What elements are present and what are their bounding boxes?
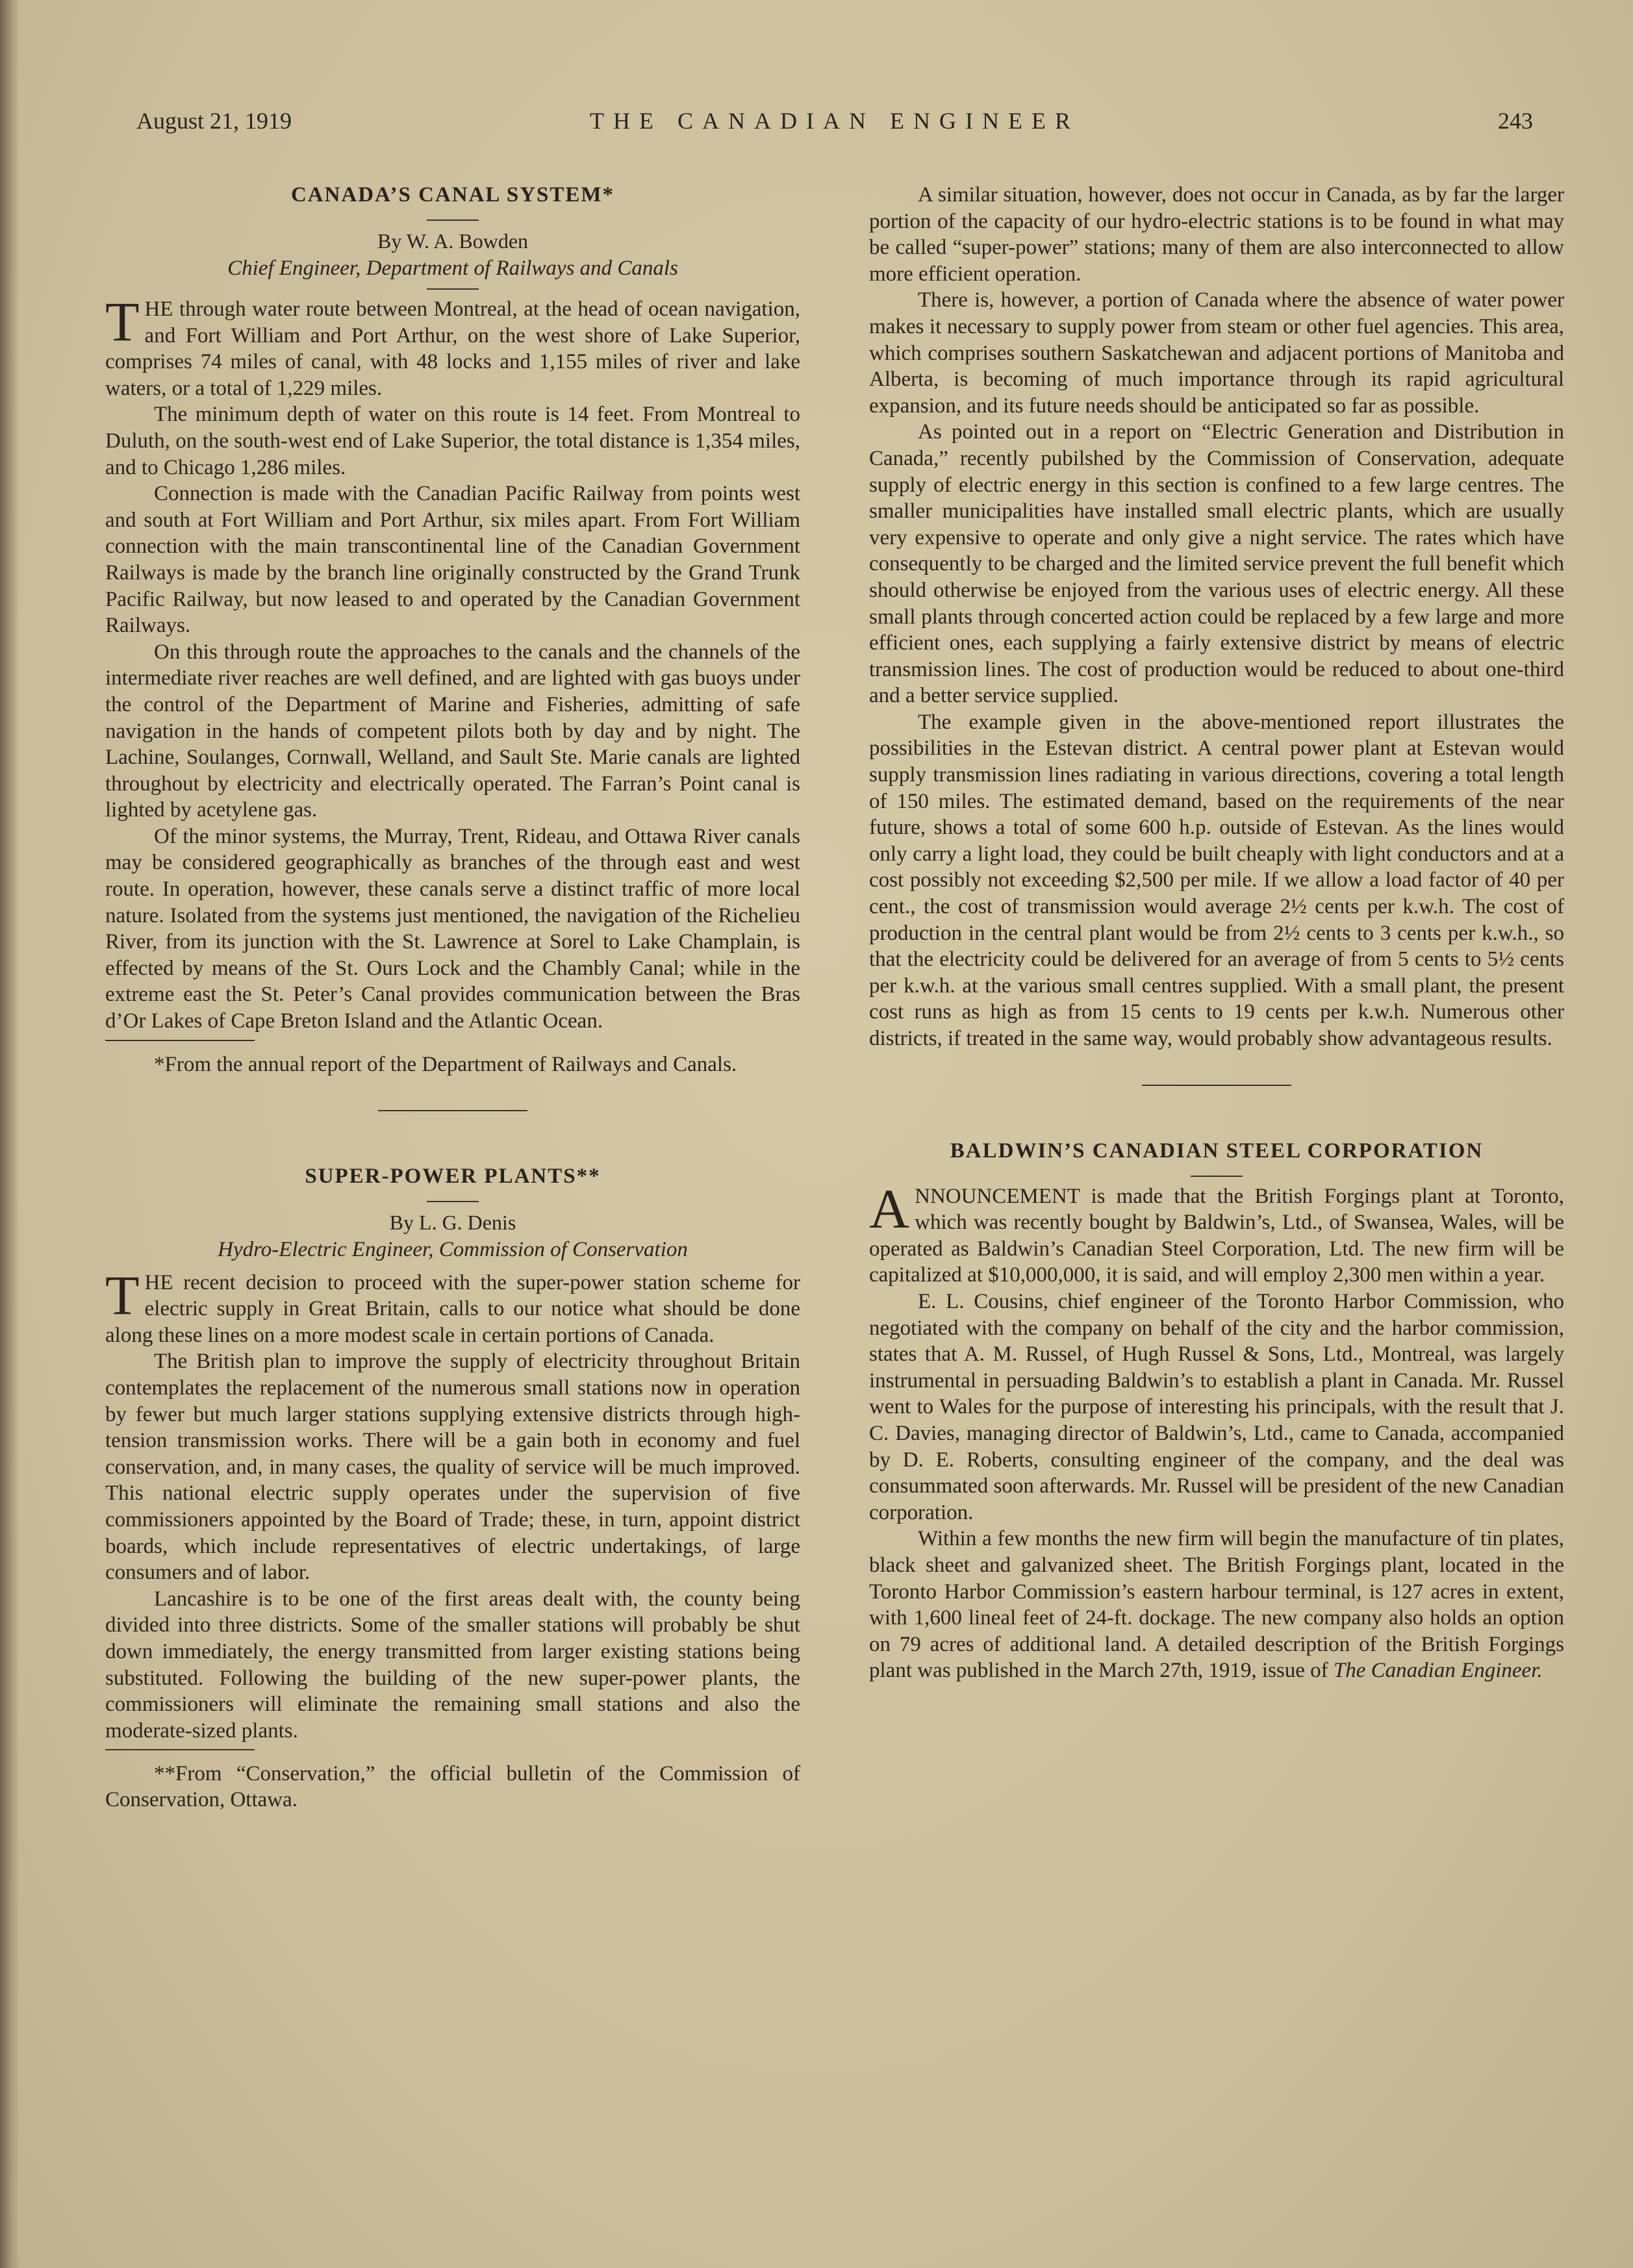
right-column [869,182,1564,1684]
paragraph: The example given in the above-mentioned report illustrates the possibilities in the Estevan district. A central power plant at Estevan would supply transmission lines radiating in various directions, covering a total length of 150 miles. The estimated demand, based on the requirements of the near future, shows a total of some 600 h.p. outside of Estevan. As the lines would only carry a light load, they could be built cheaply with light conductors and at a cost possibly not exceeding $2,500 per mile. If we allow a load factor of 40 per cent., the cost of transmission would average 2½ cents per k.w.h. The cost of production in the central plant would be from 2½ cents to 3 cents per k.w.h., so that the electricity could be delivered for an average of from 5 cents to 5½ cents per k.w.h. at the various small centres supplied. With a small plant, the present cost runs as high as from 15 cents to 19 cents per k.w.h. Numerous other districts, if treated in the same way, would probably show advantageous results. [869,710,1564,1050]
paragraph: On this through route the approaches to the canals and the channels of the intermediate river reaches are well defined, and are lighted with gas buoys under the control of the Department of Marine and Fisheries, admitting of safe navigation in the hands of competent pilots both by day and by night. The Lachine, Soulanges, Cornwall, Welland, and Sault Ste. Marie canals are lighted throughout by electricity and electrically operated. The Farran’s Point canal is lighted by acetylene gas. [105,640,800,822]
paragraph: Connection is made with the Canadian Pacific Railway from points west and south at Fort William and Port Arthur, six miles apart. From Fort William connection with the main transcontinental line of the Canadian Government Railways is made by the branch line originally constructed by the Grand Trunk Pacific Railway, but now leased to and operated by the Canadian Government Railways. [105,482,800,638]
footnote: **From “Conservation,” the official bulletin of the Commission of Conservation, Ottawa. [105,1762,800,1812]
title-rule [1191,1176,1243,1177]
article-title: CANADA’S CANAL SYSTEM* [290,183,615,207]
article-canal-system [105,182,800,1077]
running-head [136,107,1533,140]
footnote-rule [105,1040,255,1041]
author-byline: By W. A. Bowden [377,229,529,253]
drop-cap: A [869,1177,910,1240]
page-number: 243 [1498,108,1533,134]
section-separator [1142,1085,1291,1086]
byline-rule [427,288,479,290]
article-title: BALDWIN’S CANADIAN STEEL CORPORATION [950,1139,1484,1163]
paragraph: Within a few months the new firm will begin the manufacture of tin plates, black sheet and galvanized sheet. The British Forgings plant, located in the Toronto Harbor Commission’s eastern harbour terminal, is 127 acres in extent, with 1,600 lineal feet of 24-ft. dockage. The new company also holds an option on 79 acres of additional land. A detailed description of the British Forgings plant was published in the March 27th, 1919, issue of The Canadian Engineer. [869,1527,1564,1683]
title-rule [427,1201,479,1202]
author-affiliation: Hydro-Electric Engineer, Commission of Conservation [218,1237,688,1261]
section-separator [378,1110,527,1111]
paragraph: Of the minor systems, the Murray, Trent, Rideau, and Ottawa River canals may be considered geographically as branches of the through east and west route. In operation, however, these canals serve a distinct traffic of more local nature. Isolated from the systems just mentioned, the navigation of the Richelieu River, from its junction with the St. Lawrence at Sorel to Lake Champlain, is effected by means of the St. Ours Lock and the Chambly Canal; while in the extreme east the St. Peter’s Canal provides communication between the Bras d’Or Lakes of Cape Breton Island and the Atlantic Ocean. [105,824,800,1033]
paragraph: THE through water route between Montreal, at the head of ocean navigation, and Fort William and Port Arthur, on the west shore of Lake Superior, comprises 74 miles of canal, with 48 locks and 1,155 miles of river and lake waters, or a total of 1,229 miles. [105,290,800,400]
paragraph: As pointed out in a report on “Electric Generation and Distribution in Canada,” recently pubilshed by the Commission of Conservation, adequate supply of electric energy in this section is confined to a few large centres. The smaller municipalities have installed small electric plants, which are usually very expensive to operate and only give a night service. The rates which have consequently to be charged and the limited service prevent the full benefit which should otherwise be enjoyed from the various uses of electric energy. All these small plants through concerted action could be replaced by a few large and more efficient ones, each supplying a fairly extensive district by means of electric transmission lines. The cost of production would be reduced to about one-third and a better service supplied. [869,420,1564,708]
paragraph: ANNOUNCEMENT is made that the British Forgings plant at Toronto, which was recently bought by Baldwin’s, Ltd., of Swansea, Wales, will be operated as Baldwin’s Canadian Steel Corporation, Ltd. The new firm will be capitalized at $10,000,000, it is said, and will employ 2,300 men within a year. [869,1177,1564,1287]
footnote-rule [105,1749,255,1750]
article-super-power-plants [105,1163,800,1813]
paragraph: A similar situation, however, does not occur in Canada, as by far the larger portion of the capacity of our hydro-electric stations is to be found in what may be called “super-power” stations; many of them are also interconnected to allow more efficient operation. [869,183,1564,286]
journal-citation: The Canadian Engineer. [1333,1659,1543,1683]
left-column [105,182,800,1813]
paragraph: There is, however, a portion of Canada where the absence of water power makes it necessary to supply power from steam or other fuel agencies. This area, which comprises southern Saskatchewan and adjacent portions of Manitoba and Alberta, is becoming of much importance through its rapid agricultural expansion, and its future needs should be anticipated so far as possible. [869,288,1564,418]
footnote: *From the annual report of the Department of Railways and Canals. [154,1052,737,1076]
author-affiliation: Chief Engineer, Department of Railways and Canals [227,257,678,280]
article-title: SUPER-POWER PLANTS** [305,1164,601,1188]
paragraph: THE recent decision to proceed with the super-power station scheme for electric supply in Great Britain, calls to our notice what should be done along these lines on a more modest scale in certain portions of Canada. [105,1263,800,1347]
issue-date: August 21, 1919 [136,108,292,134]
paragraph: The British plan to improve the supply of electricity throughout Britain contemplates the replacement of the numerous small stations now in operation by fewer but much larger stations supplying extensive districts through high-tension transmission works. There will be a gain both in economy and fuel conservation, and, in many cases, the quality of service will be much improved. This national electric supply operates under the supervision of five commissioners appointed by the Board of Trade; these, in turn, appoint district boards, which include representatives of electric undertakings, of large consumers and of labor. [105,1350,800,1585]
article-baldwins-steel [869,1138,1564,1684]
paragraph: The minimum depth of water on this route is 14 feet. From Montreal to Duluth, on the south-west end of Lake Superior, the total distance is 1,354 miles, and to Chicago 1,286 miles. [105,403,800,479]
drop-cap: T [105,1263,140,1326]
article-super-power-continued [869,182,1564,1052]
journal-title: THE CANADIAN ENGINEER [590,108,1080,134]
paragraph: E. L. Cousins, chief engineer of the Toronto Harbor Commission, who negotiated with the company on behalf of the city and the harbor commission, states that A. M. Russel, of Hugh Russel & Sons, Ltd., Montreal, was largely instrumental in persuading Baldwin’s to establish a plant in Canada. Mr. Russel went to Wales for the purpose of interesting his principals, with the result that J. C. Davies, managing director of Baldwin’s, Ltd., came to Canada, accompanied by D. E. Roberts, consulting engineer of the company, and the deal was consummated soon afterwards. Mr. Russel will be president of the new Canadian corporation. [869,1289,1564,1524]
paragraph: Lancashire is to be one of the first areas dealt with, the county being divided into three districts. Some of the smaller stations will probably be shut down immediately, the energy transmitted from larger existing stations being substituted. Following the building of the new super-power plants, the commissioners will eliminate the remaining small stations and also the moderate-sized plants. [105,1587,800,1743]
drop-cap: T [105,290,140,353]
title-rule [427,220,479,221]
author-byline: By L. G. Denis [389,1210,516,1234]
binding-spine [0,0,19,2268]
